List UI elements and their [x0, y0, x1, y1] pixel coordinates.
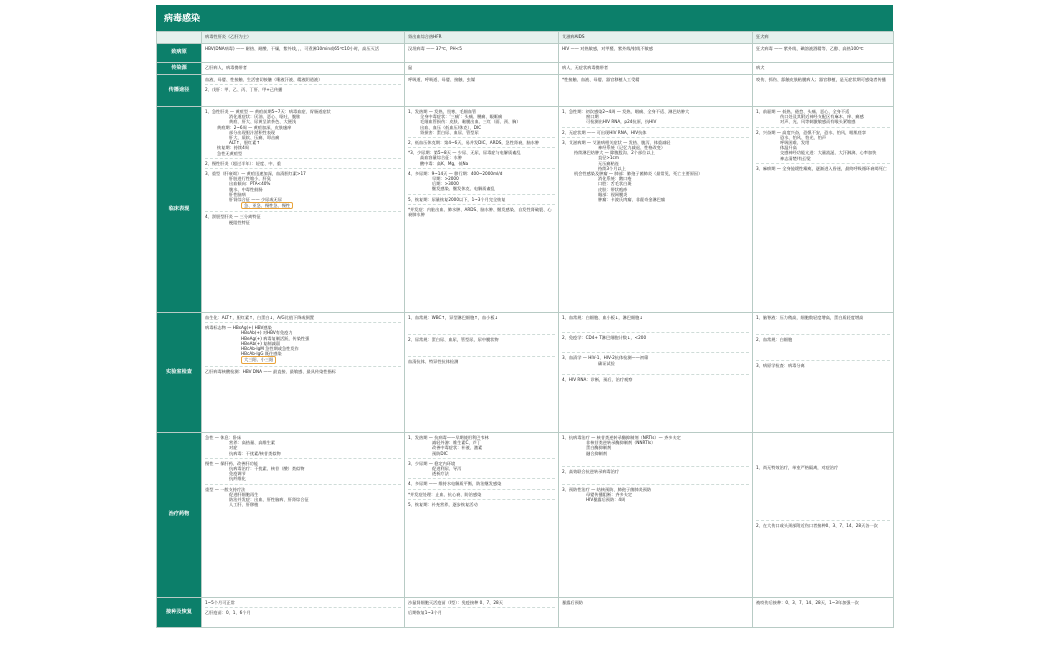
severity-box: 急、亚急、慢性急、慢性 — [241, 202, 293, 209]
list-item: 2、慢性肝炎（超过半年）：轻度、中、重 — [205, 158, 401, 166]
header-corner — [157, 32, 202, 44]
row-prevention — [157, 598, 894, 628]
list-item: 出血、血压（低血压/休克）、DIC — [420, 124, 482, 130]
cell-clinical-aids — [559, 107, 753, 313]
list-item: 促进肝细胞再生 — [229, 491, 259, 497]
list-item: 1、血常规：白细胞、血小板↓，淋巴细胞↓ — [562, 315, 643, 320]
list-item: 口腔：舌毛状白斑 — [598, 181, 632, 187]
row-label-clinical: 临床表现 — [157, 107, 202, 313]
list-item: 2、低血压休克期：第4~6天，易并发DIC，ARDS，急性肾衰，脑水肿 — [408, 137, 555, 145]
row-label-lab: 实验室检查 — [157, 313, 202, 433]
list-item: 3、少尿期 — 稳定内环境 — [408, 458, 555, 466]
list-item: 肝大、质软、压痛、叩击痛 — [229, 135, 280, 141]
comparison-table — [156, 31, 894, 628]
cell-prevention-hepatitis — [202, 598, 405, 628]
list-item: 慢性 — 保肝药、改善肝功能 — [205, 458, 401, 466]
row-route — [157, 75, 894, 107]
cell-prevention-rabies: 被咬伤后接种：0、3、7、14、28天，1~3年加强一次 — [753, 598, 894, 628]
prevention-hfr-a: 沙鼠肾细胞灭活疫苗（I型）：免疫接种 0、7、28天 — [408, 600, 503, 605]
list-item: *3、少尿期：第5~8天 — 少尿、无尿，尿毒症与电解质紊乱 — [408, 147, 555, 155]
route-hepatitis-a: 血液、母婴、性接触、生活密切接触（唾液汗液、精液阴道液） — [205, 77, 323, 82]
cell-treatment-hfr — [405, 433, 559, 598]
list-item: 1、脑脊液：压力稍高，细胞数轻度增高，蛋白质轻度增高 — [756, 315, 864, 320]
list-item: 体温升高 — [780, 145, 797, 151]
list-item: 酸中毒：高K、Mg，低Na — [420, 160, 469, 166]
row-label-prevention: 接种及恢复 — [157, 598, 202, 628]
header-row — [157, 32, 894, 44]
list-item: 1、急性期：初次感染2~4周 — 发热、咽痛、全身不适、淋巴结肿大 — [562, 109, 690, 114]
list-item: 4、HIV RNA：诊断，预后，治疗观察 — [562, 374, 749, 382]
list-item: 机会性感染及肿瘤 — 肺部：肺孢子菌肺炎（最常见，死亡主要原因） — [574, 171, 703, 177]
list-item: 部分出现胆汁淤积性表现 — [229, 129, 276, 135]
list-item: *并发症：内脏出血、肺水肿、ARDS、脑水肿、继发感染、自发性肾破裂、心衰肺水肿 — [408, 204, 555, 217]
list-item: 抗病毒治疗：干扰素、核苷（酸）类似物 — [229, 466, 305, 472]
note-sheet — [156, 5, 893, 638]
prevention-hepatitis-a: 1~5个月可正常 — [205, 600, 235, 605]
list-item: 3、病原学检查：病毒分离 — [756, 360, 890, 368]
cell-clinical-hfr — [405, 107, 559, 313]
cell-pathogen-aids: HIV —— 对热敏感，对甲醛、紫外线/射线不敏感 — [559, 44, 753, 63]
list-item: 早期：>2000 — [432, 176, 459, 182]
list-item: *并发症处理：止血、抗心衰、防治感染 — [408, 489, 555, 497]
list-item: 直径>1cm — [598, 155, 619, 161]
list-item: 减轻外渗：维生素C、芦丁 — [432, 440, 481, 446]
list-item: 1、发热期 — 抗病毒——早期使用利巴韦林 — [408, 435, 489, 440]
list-item: 确证试验 — [598, 360, 615, 366]
list-item: 3、麻痹期 — 全身弛缓性瘫痪，逐渐进入昏迷，最终呼吸循环衰竭死亡 — [756, 163, 890, 171]
list-item: 肝脏进行性缩小，肝臭 — [229, 176, 271, 182]
list-item: 2、无症状期 —— 可出现HIV RNA，HIV抗体 — [562, 127, 749, 135]
list-item: 出血倾向：PTA<40% — [229, 181, 271, 187]
list-item: 消化道症状：厌油、恶心、呕吐、腹胀 — [229, 114, 301, 120]
list-item: 毛细血管损伤：皮肤、黏膜出血、三红（面、颈、胸） — [420, 119, 521, 125]
list-item: 持续3个月以上 — [598, 165, 626, 171]
list-item: 抗病毒：干扰素/核苷类似物 — [229, 450, 281, 456]
list-item: 消化系统：鹅口疮 — [598, 176, 632, 182]
route-hepatitis-b: 2、戊肝：甲、乙、丙、丁肝、甲+己传播 — [205, 84, 401, 92]
row-lab — [157, 313, 894, 433]
cell-clinical-hepatitis — [202, 107, 405, 313]
list-item: HIV暴露后预防：4周 — [586, 497, 626, 503]
row-label-treatment: 治疗药物 — [157, 433, 202, 598]
header-aids: 艾滋病AIDS — [559, 32, 753, 44]
list-item: 1、尚无特效治疗，单室严格隔离，对症治疗 — [756, 465, 839, 470]
list-item: 1、发热期 — 发热，畏寒，毛细血管 — [408, 109, 477, 114]
list-item: 梗阻性特征 — [229, 219, 250, 225]
list-item: 急性 — 休息：卧床 — [205, 435, 242, 440]
list-item: 2、尿常规：蛋白尿、血尿，管型尿，尿中膜状物 — [408, 334, 555, 342]
list-item: HBcAb-IgG 既往感染 — [241, 351, 282, 357]
cell-source-rabies: 病犬 — [753, 63, 894, 75]
list-item: 对声、光、风等刺激敏感而有喉头紧缩感 — [780, 119, 856, 125]
list-item: 透析疗法 — [432, 471, 449, 477]
list-item: HBeAg(+) 病毒复制活跃，传染性强 — [241, 335, 310, 341]
cell-clinical-rabies — [753, 107, 894, 313]
cell-route-aids: *性接触、血液、母婴、器官移植人工受精 — [559, 75, 753, 107]
list-item: 恐水、怕风、怕光、怕声 — [780, 134, 827, 140]
list-item: 血清抗体、特异性抗体检测 — [408, 356, 555, 364]
list-item: 对症 — [229, 445, 238, 451]
list-item: ALT↑，胆红素↑ — [229, 140, 260, 146]
list-item: 呼吸困难、发绀 — [780, 140, 810, 146]
page-title: 病毒感染 — [164, 14, 201, 24]
list-item: 防治并发症：出血、肝性脑病、肝肾综合征 — [229, 497, 309, 503]
cell-lab-rabies — [753, 313, 894, 433]
list-item: 4、淤胆型肝炎 — 三分离特征 — [205, 211, 401, 219]
list-item: 血生化：ALT↑，胆红素↑，白蛋白↓，A/G比值下降或倒置 — [205, 315, 314, 320]
list-item: 无压痛粘连 — [598, 160, 619, 166]
list-item: 预防DIC — [432, 450, 448, 456]
list-item: 肿瘤：卡波氏肉瘤、非霍奇金淋巴瘤 — [598, 197, 666, 203]
list-item: 蛋白酶抑制剂 — [586, 445, 612, 451]
list-item: 全身中毒症状：‘三痛’：头痛、腰痛、眼眶痛 — [420, 114, 503, 120]
list-item: 2、在大伤口或头颈部附近伤口者接种0、3、7、14、28天各一次 — [756, 520, 890, 528]
list-item: 黄疸期：2~6周 — 黄疸加深，皮肤瘙痒 — [217, 124, 292, 130]
list-item: 神志清楚/有幻觉 — [780, 155, 811, 161]
list-item: 后期：>3000 — [432, 181, 459, 187]
list-item: 肾损害：蛋白尿、血尿、管型尿 — [420, 129, 479, 135]
row-label-pathogen: 致病原 — [157, 44, 202, 63]
prevention-hepatitis-b: 乙肝疫苗：0、1、6个月 — [205, 607, 401, 615]
list-item: 眼部：视网膜炎 — [598, 191, 628, 197]
row-treatment — [157, 433, 894, 598]
row-clinical — [157, 107, 894, 313]
cell-source-hepatitis: 乙肝病人，病毒携带者 — [202, 63, 405, 75]
cell-pathogen-hepatitis: HBV(DNA病毒) —— 耐热、耐酸、干燥，紫外线，，，可煮沸10min或65℃10小时，高压灭活 — [202, 44, 405, 63]
list-item: 5、恢复期：尿量恢复2000以下，1~3个月完全恢复 — [408, 194, 555, 202]
row-pathogen — [157, 44, 894, 63]
list-item: 继发感染、继发休克、电解质紊乱 — [432, 186, 495, 192]
prevention-hfr-b: 后期恢复1~3个月 — [408, 607, 555, 615]
list-item: 促进利尿、导泻 — [432, 466, 462, 472]
cell-treatment-rabies — [753, 433, 894, 598]
list-item: 皮肤：带状疱疹 — [598, 186, 628, 192]
cell-lab-hfr — [405, 313, 559, 433]
list-item: 抗纤维化 — [229, 476, 246, 482]
cell-lab-hepatitis — [202, 313, 405, 433]
list-item: 1、前驱期 — 低热、倦怠、头痛、恶心、全身不适 — [756, 109, 850, 114]
cell-route-rabies: 咬伤、抓伤、舔触皮肤粘膜病人；器官移植，是无症状期可感染者传播 — [753, 75, 894, 107]
list-item: 乙肝病毒核酸检测：HBV DNA —— 最直接、最敏感、最具传染性指标 — [205, 366, 401, 374]
list-item: 5、恢复期：补充营养，逐步恢复活动 — [408, 499, 555, 507]
list-item: 交感神经功能亢进：大量流涎、大汗淋漓、心率加快 — [780, 150, 877, 156]
list-item: 恢复期：持续4周 — [217, 145, 249, 151]
list-item: 腹水、中毒性鼓肠 — [229, 186, 263, 192]
list-item: 神经系统（记忆力减退、性格改变） — [598, 145, 666, 151]
cell-source-aids: 病人，无症状病毒携带者 — [559, 63, 753, 75]
list-item: 1、急性肝炎 — 黄疸型 — 黄疸前期5~7天：病毒血症、胃肠道症状 — [205, 109, 331, 114]
title-bar — [156, 5, 893, 31]
header-hepatitis: 病毒性肝炎（乙肝为主） — [202, 32, 405, 44]
list-item: HBcAb-IgM 急性期或急性发作 — [241, 346, 299, 352]
list-item: 1、抗病毒治疗 — 核苷类逆转录酶抑制剂（NRTIs）— 齐多夫定 — [562, 435, 681, 440]
header-rabies: 狂犬病 — [753, 32, 894, 44]
list-item: 2、兴奋期 — 高度兴奋，恐惧不安，恐水、怕风，咽肌痉挛 — [756, 127, 890, 135]
list-item: HBsAb(+) 对HBV有免疫力 — [241, 330, 293, 336]
list-item: 病毒标志物 — HBsAg(+) HBV感染 — [205, 322, 401, 330]
list-item: 窗口期 — [586, 114, 599, 120]
list-item: 母婴传播阻断：齐多夫定 — [586, 492, 633, 498]
cell-route-hepatitis — [202, 75, 405, 107]
list-item: 重型 — 一般支持疗法 — [205, 484, 401, 492]
list-item: 高血容量综合征：水肿 — [420, 155, 462, 161]
list-item: 4、多尿期 —— 维持水电解质平衡，防治继发感染 — [408, 478, 555, 486]
list-item: 3、预防性治疗 — 结核预防、肺孢子菌肺炎预防 — [562, 484, 749, 492]
row-label-route: 传播途径 — [157, 75, 202, 107]
list-item: 3、血清学 — HIV-1、HIV-2抗体检测——初筛 — [562, 352, 749, 360]
list-item: 急性无黄疸型 — [217, 150, 243, 156]
list-item: 人工肝、肝移植 — [229, 502, 259, 508]
list-item: 持续淋巴结肿大 — 除腹股沟、2个部位以上 — [574, 150, 655, 156]
cell-prevention-hfr — [405, 598, 559, 628]
list-item: 改善中毒症状：补液、激素 — [432, 445, 483, 451]
list-item: 非核苷类逆转录酶抑制剂（NNRTIs） — [586, 440, 656, 446]
list-item: 3、艾滋病期 — 艾滋病相关症状 — 发热、腹泻、体重减轻 — [562, 137, 749, 145]
cell-prevention-aids: 暴露后预防 — [559, 598, 753, 628]
list-item: 2、免疫学：CD4+ T淋巴细胞计数↓，<200 — [562, 332, 749, 340]
list-item: 肝性脑病 — [229, 191, 246, 197]
list-item: 可检测出HIV RNA，p24抗原，抗HIV — [586, 119, 657, 125]
list-item: 营养：高热量、高维生素 — [229, 440, 276, 446]
cell-treatment-aids — [559, 433, 753, 598]
list-item: 2、高效联合抗逆转录病毒治疗 — [562, 466, 749, 474]
list-item: 融合抑制剂 — [586, 450, 607, 456]
tag-box: 大三阳、小三阳 — [241, 356, 276, 363]
list-item: 免疫调节 — [229, 471, 246, 477]
list-item: 3、重型（肝衰竭）— 黄疸迅速加深，血清胆红素>17 — [205, 168, 401, 176]
list-item: HBeAb(+) 复制减弱 — [241, 340, 280, 346]
cell-treatment-hepatitis — [202, 433, 405, 598]
list-item: 1、血常规：WBC↑，异型淋巴细胞↑，血小板↓ — [408, 315, 499, 320]
cell-route-hfr: 呼吸道、呼吸道、母婴、接触、虫媒 — [405, 75, 559, 107]
cell-pathogen-rabies: 狂犬病毒 —— 紫外线、碘溶液酒精等、乙醇、高热100℃ — [753, 44, 894, 63]
list-item: 黄疸、肝大、尿黄呈浓茶色、大便浅 — [229, 119, 297, 125]
cell-lab-aids — [559, 313, 753, 433]
list-item: 4、多尿期：9~14天 — 移行期：400~2000ml/d — [408, 168, 555, 176]
row-label-source: 传染源 — [157, 63, 202, 75]
cell-pathogen-hfr: 汉坦病毒 —— 37℃，PH<5 — [405, 44, 559, 63]
list-item: 2、血常规：白细胞 — [756, 334, 890, 342]
list-item: 伤口处及其附近神经支配区有麻木、痒、痛感 — [780, 114, 864, 120]
header-hfr: 肾出血综合热HFR — [405, 32, 559, 44]
cell-source-hfr: 鼠 — [405, 63, 559, 75]
list-item: 肝肾综合征 —— 少尿或无尿 — [229, 197, 282, 203]
row-source — [157, 63, 894, 75]
